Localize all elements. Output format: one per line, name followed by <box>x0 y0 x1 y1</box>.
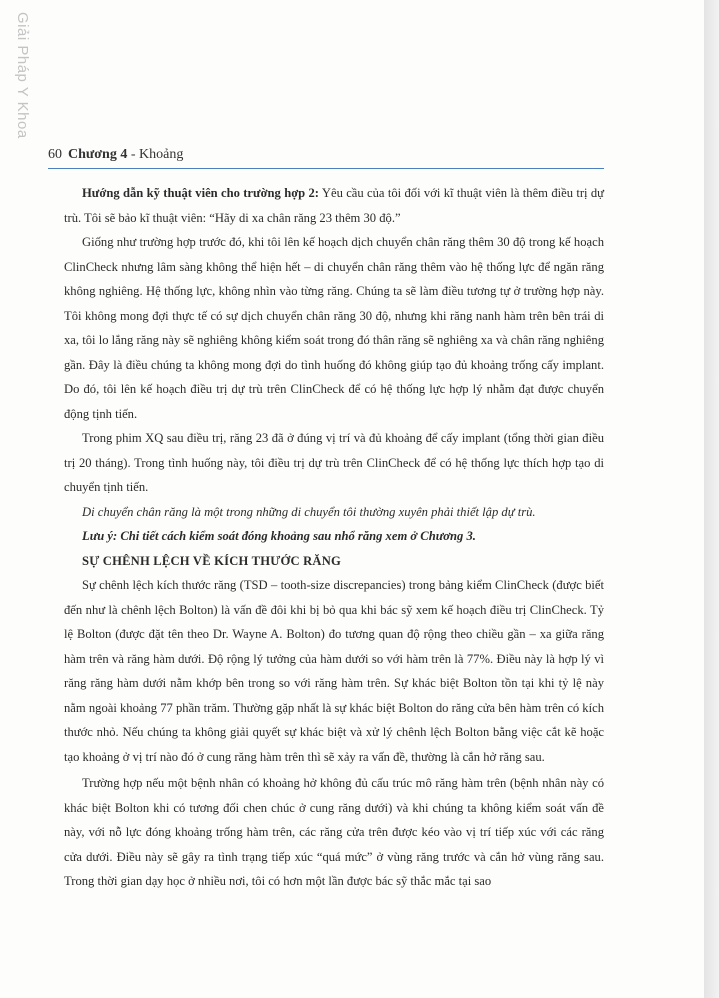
header-separator: - <box>127 147 140 162</box>
section-label: Khoảng <box>139 147 184 162</box>
paragraph-text: Yêu cầu của tôi đối với kĩ thuật viên là thêm điều trị dự trù. Tôi sẽ bảo kĩ thuật viên: “Hãy di xa chân răng 23 thêm 30 độ.” <box>64 186 604 225</box>
paragraph <box>64 181 604 230</box>
watermark: Giải Pháp Y Khoa <box>14 12 31 139</box>
paragraph: Sự chênh lệch kích thước răng (TSD – tooth-size discrepancies) trong bảng kiểm ClinCheck (được biết đến như là chênh lệch Bolton) là vấn đề đôi khi bị bỏ qua khi bác sỹ xem kế hoạch điều trị ClinCheck. Tỷ lệ Bolton (được đặt tên theo Dr. Wayne A. Bolton) đo tương quan độ rộng theo chiều gần – xa giữa răng hàm trên và răng hàm dưới. Độ rộng lý tưởng của hàm dưới so với hàm trên là 77%. Điều này là hợp lý vì răng răng hàm dưới nằm khớp bên trong so với răng hàm trên. Sự khác biệt Bolton tồn tại khi tỷ lệ này nằm ngoài khoảng 77 phần trăm. Thường gặp nhất là sự khác biệt Bolton do răng cửa bên hàm trên có kích thước nhỏ. Nếu chúng ta không giải quyết sự khác biệt và xử lý chênh lệch Bolton bằng việc cắt kẽ hoặc tạo khoảng ở vị trí nào đó ở cung răng hàm trên thì sẽ xảy ra vấn đề, thường là cắn hở răng sau. <box>64 578 604 764</box>
note <box>64 524 604 549</box>
page-edge <box>704 0 719 998</box>
section-heading: SỰ CHÊNH LỆCH VỀ KÍCH THƯỚC RĂNG <box>82 553 342 568</box>
paragraph: Trường hợp nếu một bệnh nhân có khoảng hở không đủ cấu trúc mô răng hàm trên (bệnh nhân này có khác biệt Bolton khi có tương đối chen chúc ở cung răng dưới) và khi chúng ta không kiểm soát vấn đề này, với nỗ lực đóng khoảng trống hàm trên, các răng cửa trên được kéo vào vị trí tiếp xúc với các răng cửa dưới. Điều này sẽ gây ra tình trạng tiếp xúc “quá mức” ở vùng răng trước và cắn hở vùng răng sau. Trong thời gian dạy học ở nhiều nơi, tôi có hơn một lần được bác sỹ thắc mắc tại sao <box>64 776 604 888</box>
running-head <box>48 147 183 163</box>
chapter-label: Chương 4 <box>68 147 128 162</box>
header-rule <box>48 168 604 169</box>
note-text: Chi tiết cách kiểm soát đóng khoảng sau nhổ răng xem ở Chương 3. <box>117 529 476 543</box>
paragraph: Giống như trường hợp trước đó, khi tôi lên kế hoạch dịch chuyển chân răng thêm 30 độ trong kế hoạch ClinCheck nhưng lâm sàng không thể hiện hết – di chuyển chân răng thêm vào hệ thống lực để ngăn răng không nghiêng. Hệ thống lực, không nhìn vào từng răng. Chúng ta sẽ làm điều tương tự ở trường hợp này. Tôi không mong đợi thực tế có sự dịch chuyển chân răng 30 độ, nhưng khi răng nanh hàm trên bên trái di xa, tôi lo lắng răng này sẽ nghiêng không kiểm soát trong đó thân răng sẽ nghiêng xa và chân răng nghiêng gần. Đây là điều chúng ta không mong đợi do tình huống đó không giúp tạo đủ khoảng trống cấy implant. Do đó, tôi lên kế hoạch điều trị dự trù trên ClinCheck để có hệ thống lực hợp lý nhằm đạt được chuyển động tịnh tiến. <box>64 235 604 421</box>
paragraph: Trong phim XQ sau điều trị, răng 23 đã ở đúng vị trí và đủ khoảng để cấy implant (tổng thời gian điều trị 20 tháng). Trong tình huống này, tôi điều trị dự trù trên ClinCheck để có hệ thống lực thích hợp tạo di chuyển tịnh tiến. <box>64 431 604 494</box>
italic-statement: Di chuyển chân răng là một trong những di chuyển tôi thường xuyên phải thiết lập dự trù. <box>82 504 536 519</box>
page-number: 60 <box>48 147 62 162</box>
paragraph-lead: Hướng dẫn kỹ thuật viên cho trường hợp 2: <box>82 186 320 200</box>
page-body <box>64 181 604 894</box>
note-label: Lưu ý: <box>82 529 118 543</box>
